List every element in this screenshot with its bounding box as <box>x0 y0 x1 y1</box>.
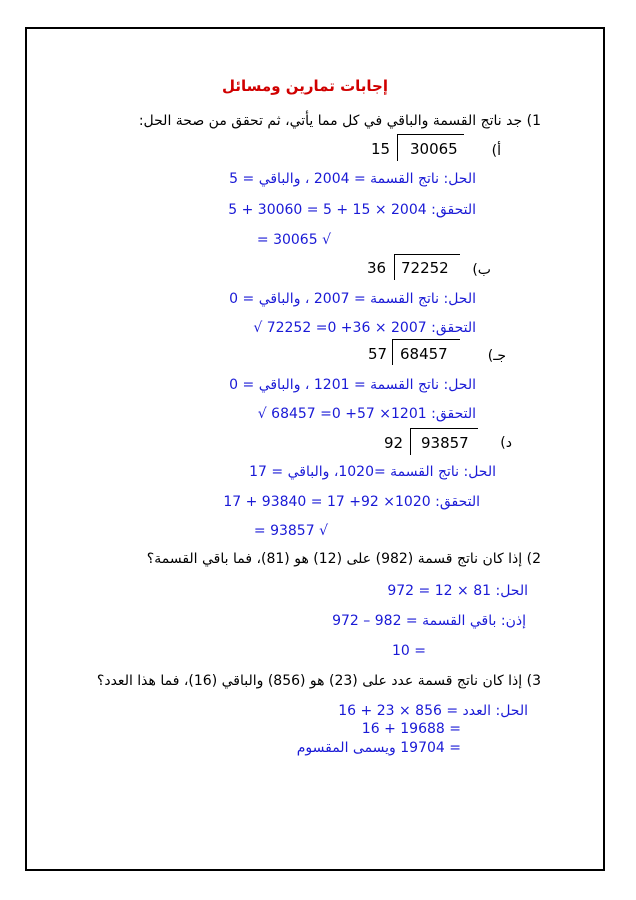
division-bracket-top <box>394 254 460 255</box>
q3-solution-line-1: الحل: العدد = 856 × 23 + 16 <box>338 703 528 719</box>
q2-solution-line-3: = 10 <box>391 643 426 659</box>
question-3: 3) إذا كان ناتج قسمة عدد على (23) هو (856) والباقي (16)، فما هذا العدد؟ <box>96 673 541 689</box>
q2-solution-line-2: إذن: باقي القسمة = 982 – 972 <box>332 613 526 629</box>
q3-solution-line-3: = 19704 ويسمى المقسوم <box>296 740 461 756</box>
dividend-a: 30065 <box>410 140 458 158</box>
check-a-2: √ 30065 = <box>256 232 331 248</box>
divisor-c: 57 <box>368 345 388 363</box>
division-bracket-side <box>397 134 398 161</box>
question-1: 1) جد ناتج القسمة والباقي في كل مما يأتي، ثم تحقق من صحة الحل: <box>138 113 541 129</box>
division-bracket-top <box>397 134 464 135</box>
q2-solution-line-1: الحل: 81 × 12 = 972 <box>387 583 528 599</box>
part-b-label: ب) <box>472 262 491 278</box>
solution-b: الحل: ناتج القسمة = 2007 ، والباقي = 0 <box>229 291 476 307</box>
check-a-1: التحقق: 2004 × 15 + 5 = 30060 + 5 <box>228 202 476 218</box>
part-a-label: أ) <box>491 143 501 159</box>
part-c-label: جـ) <box>487 348 506 364</box>
divisor-d: 92 <box>384 434 404 452</box>
divisor-b: 36 <box>367 259 387 277</box>
division-bracket-side <box>392 339 393 365</box>
dividend-d: 93857 <box>421 434 469 452</box>
part-d-label: د) <box>500 435 512 451</box>
solution-a: الحل: ناتج القسمة = 2004 ، والباقي = 5 <box>229 171 476 187</box>
q3-solution-line-2: = 19688 + 16 <box>361 721 461 737</box>
division-bracket-side <box>394 254 395 280</box>
check-d-1: التحقق: 1020× 92+ 17 = 93840 + 17 <box>223 494 480 510</box>
page-title: إجابات تمارين ومسائل <box>222 77 388 95</box>
question-2: 2) إذا كان ناتج قسمة (982) على (12) هو (81)، فما باقي القسمة؟ <box>146 551 541 567</box>
division-bracket-side <box>410 428 411 455</box>
division-bracket-top <box>410 428 478 429</box>
solution-c: الحل: ناتج القسمة = 1201 ، والباقي = 0 <box>229 377 476 393</box>
check-c: التحقق: 1201× 57+ 0= 68457 √ <box>257 406 476 422</box>
check-d-2: √ 93857 = <box>253 523 328 539</box>
solution-d: الحل: ناتج القسمة =1020، والباقي = 17 <box>249 464 496 480</box>
divisor-a: 15 <box>371 140 391 158</box>
dividend-c: 68457 <box>400 345 448 363</box>
dividend-b: 72252 <box>401 259 449 277</box>
division-bracket-top <box>392 339 460 340</box>
check-b: التحقق: 2007 × 36+ 0= 72252 √ <box>253 320 476 336</box>
